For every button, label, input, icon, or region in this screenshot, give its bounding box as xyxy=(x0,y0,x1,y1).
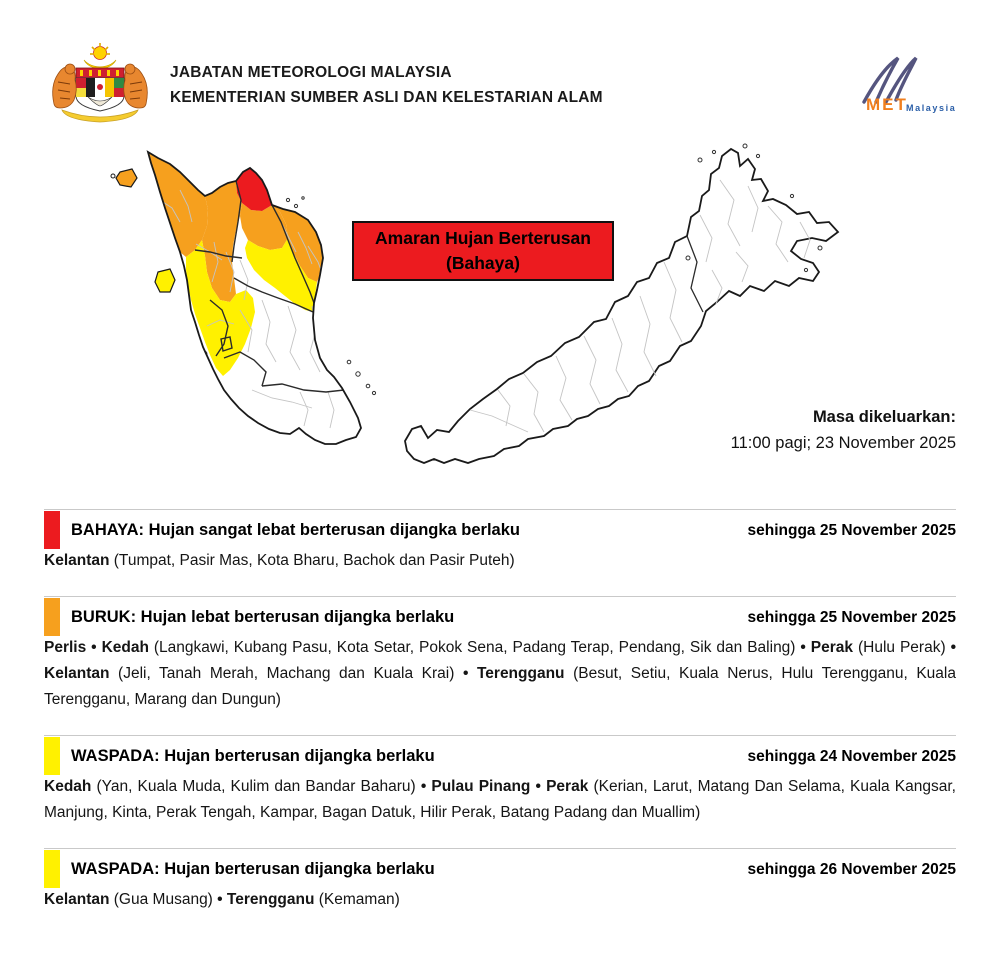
malaysia-coat-of-arms-logo xyxy=(48,42,152,126)
map-region-buruk-perlis-kedah xyxy=(148,152,208,257)
issued-label: Masa dikeluarkan: xyxy=(812,408,956,426)
warning-valid-until: sehingga 26 November 2025 xyxy=(747,861,956,878)
warning-areas: Kedah (Yan, Kuala Muda, Kulim dan Bandar Baharu) • Pulau Pinang • Perak (Kerian, Larut, Matang Dan Selama, Kuala Kangsar, Manjung, Kinta, Perak Tengah, Kampar, Bagan Datuk, Hilir Perak, Batang Padang dan Muallim) xyxy=(44,778,956,821)
warning-title: WASPADA: Hujan berterusan dijangka berlaku xyxy=(71,860,435,878)
warning-header xyxy=(44,510,956,545)
warning-title: BURUK: Hujan lebat berterusan dijangka berlaku xyxy=(71,608,455,626)
map-island-penang xyxy=(155,269,175,292)
metmalaysia-logo xyxy=(852,52,960,116)
warning-section-waspada-1 xyxy=(44,735,956,826)
motto-ribbon-icon xyxy=(62,110,138,122)
agency-line1: JABATAN METEOROLOGI MALAYSIA xyxy=(170,64,452,81)
warning-areas: Kelantan (Tumpat, Pasir Mas, Kota Bharu, Bachok dan Pasir Puteh) xyxy=(44,552,515,569)
issued-value: 11:00 pagi; 23 November 2025 xyxy=(730,434,956,452)
warning-valid-until: sehingga 24 November 2025 xyxy=(747,748,956,765)
warning-valid-until: sehingga 25 November 2025 xyxy=(747,522,956,539)
warning-header xyxy=(44,597,956,632)
severity-marker-waspada xyxy=(44,850,60,888)
map-island-langkawi xyxy=(116,169,137,187)
warning-header xyxy=(44,736,956,771)
agency-line2: KEMENTERIAN SUMBER ASLI DAN KELESTARIAN ALAM xyxy=(170,89,603,106)
severity-marker-buruk xyxy=(44,598,60,636)
banner-line2: (Bahaya) xyxy=(446,253,520,273)
star-crescent-icon xyxy=(84,43,116,69)
shield-icon xyxy=(76,78,124,111)
met-logo-subtext: Malaysia xyxy=(906,103,957,113)
severity-marker-bahaya xyxy=(44,511,60,549)
warning-section-waspada-2 xyxy=(44,848,956,913)
warning-list xyxy=(44,509,956,913)
warning-section-buruk xyxy=(44,596,956,713)
warning-areas: Perlis • Kedah (Langkawi, Kubang Pasu, Kota Setar, Pokok Sena, Padang Terap, Pendang, Sik dan Baling) • Perak (Hulu Perak) • Kelantan (Jeli, Tanah Merah, Machang dan Kuala Krai) • Terengganu (Besut, Setiu, Kuala Nerus, Hulu Terengganu, Kuala Terengganu, Marang dan Dungun) xyxy=(44,639,956,708)
agency-name xyxy=(170,60,603,110)
warning-banner xyxy=(352,221,614,281)
warning-valid-until: sehingga 25 November 2025 xyxy=(747,609,956,626)
warning-title: BAHAYA: Hujan sangat lebat berterusan dijangka berlaku xyxy=(71,521,520,539)
issued-time-block xyxy=(731,404,956,456)
warning-title: WASPADA: Hujan berterusan dijangka berlaku xyxy=(71,747,435,765)
warning-areas: Kelantan (Gua Musang) • Terengganu (Kemaman) xyxy=(44,891,400,908)
severity-marker-waspada xyxy=(44,737,60,775)
warning-section-bahaya xyxy=(44,509,956,574)
warning-header xyxy=(44,849,956,884)
met-logo-text: MET xyxy=(866,95,908,114)
banner-line1: Amaran Hujan Berterusan xyxy=(375,227,591,248)
